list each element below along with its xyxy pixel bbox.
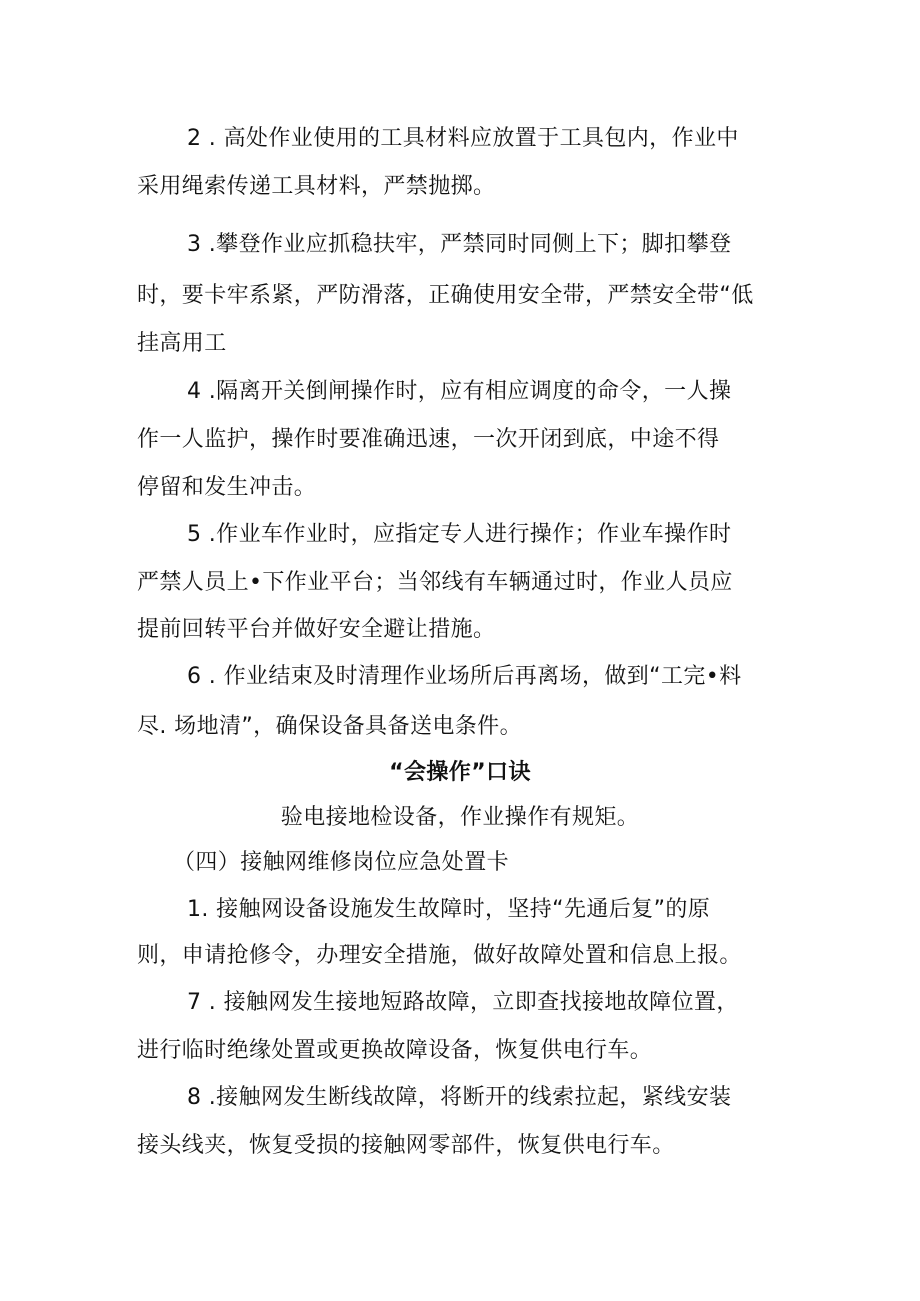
emergency-item-8-line-2: 接头线夹，恢复受损的接触网零部件，恢复供电行车。 xyxy=(137,1133,675,1158)
emergency-item-7-line-2: 进行临时绝缘处置或更换故障设备，恢复供电行车。 xyxy=(137,1038,653,1063)
emergency-item-1-line-2: 则，申请抢修令，办理安全措施，做好故障处置和信息上报。 xyxy=(137,943,742,968)
subsection-heading: （四）接触网维修岗位应急处置卡 xyxy=(173,850,510,875)
section-heading: “会操作”口诀 xyxy=(389,760,531,785)
mnemonic-line: 验电接地检设备，作业操作有规矩。 xyxy=(280,805,640,830)
paragraph-3-line-3: 挂高用工 xyxy=(137,331,227,356)
paragraph-5-line-1: 5 .作业车作业时，应指定专人进行操作；作业车操作时 xyxy=(187,522,732,547)
paragraph-3-line-2: 时，要卡牢系紧，严防滑落，正确使用安全带，严禁安全带“低 xyxy=(137,283,754,308)
paragraph-5-line-3: 提前回转平台并做好安全避让措施。 xyxy=(137,617,496,642)
paragraph-6-line-2: 尽. 场地清”，确保设备具备送电条件。 xyxy=(137,714,522,739)
paragraph-3-line-1: 3 .攀登作业应抓稳扶牢，严禁同时同侧上下；脚扣攀登 xyxy=(187,232,732,257)
emergency-item-7-line-1: 7 . 接触网发生接地短路故障，立即查找接地故障位置， xyxy=(187,990,739,1015)
paragraph-2-line-2: 采用绳索传递工具材料，严禁抛掷。 xyxy=(137,174,496,199)
emergency-item-8-line-1: 8 .接触网发生断线故障，将断开的线索拉起，紧线安装 xyxy=(187,1085,732,1110)
paragraph-4-line-2: 作一人监护，操作时要准确迅速，一次开闭到底，中途不得 xyxy=(137,427,720,452)
paragraph-5-line-2: 严禁人员上•下作业平台；当邻线有车辆通过时，作业人员应 xyxy=(137,570,733,595)
paragraph-2-line-1: 2 . 高处作业使用的工具材料应放置于工具包内，作业中 xyxy=(187,126,739,151)
paragraph-4-line-3: 停留和发生冲击。 xyxy=(137,475,317,500)
paragraph-4-line-1: 4 .隔离开关倒闸操作时，应有相应调度的命令，一人操 xyxy=(187,379,732,404)
paragraph-6-line-1: 6 . 作业结束及时清理作业场所后再离场，做到“工完•料 xyxy=(187,664,742,689)
emergency-item-1-line-1: 1. 接触网设备设施发生故障时，坚持“先通后复”的原 xyxy=(187,897,711,922)
